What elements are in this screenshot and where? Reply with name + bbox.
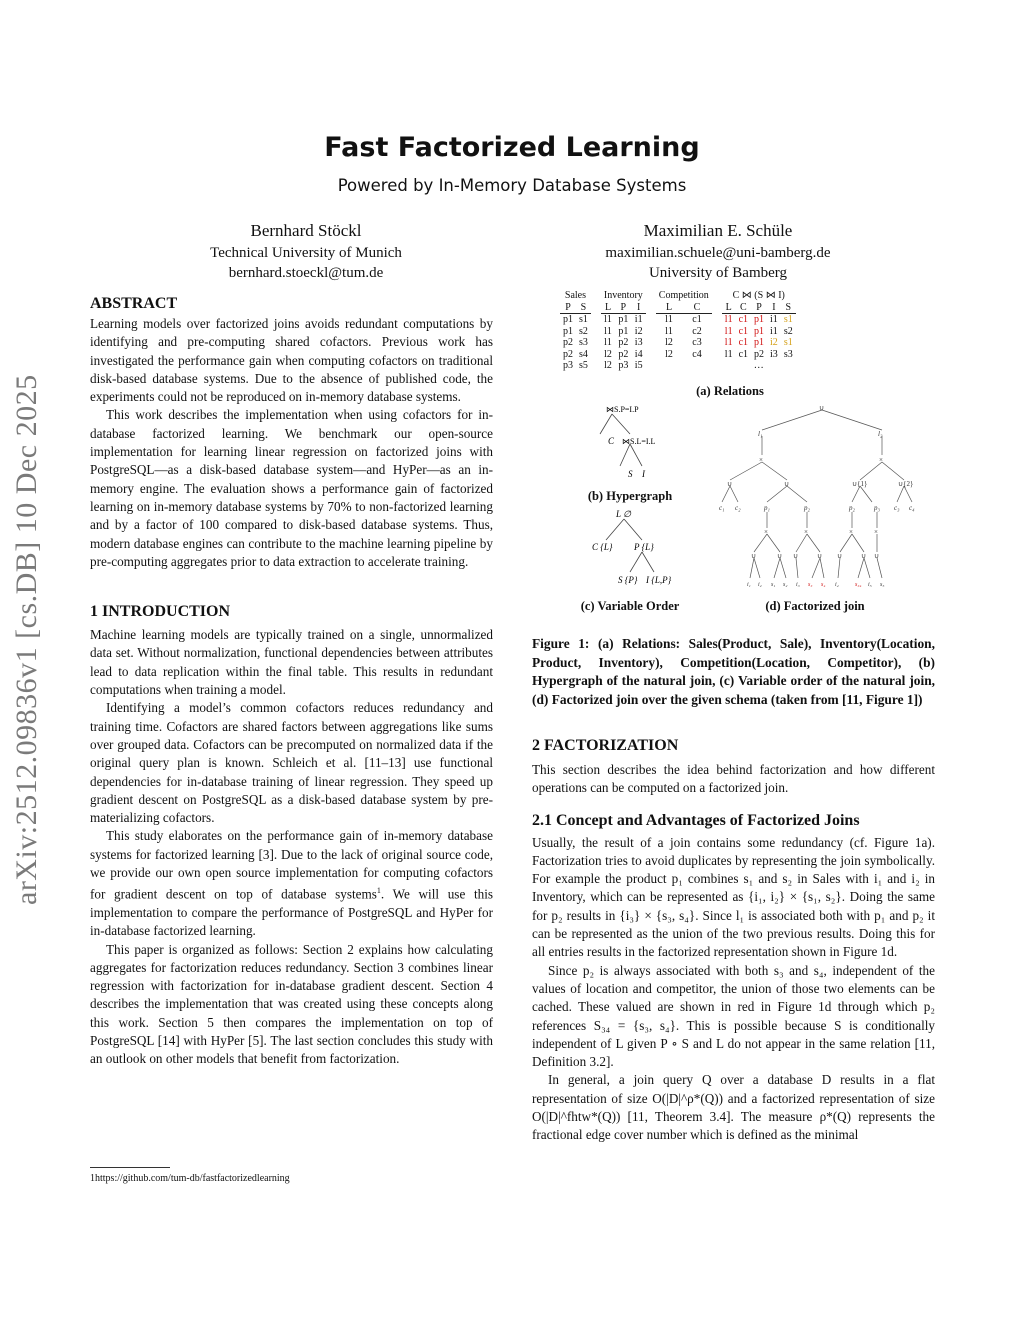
intro-paragraph: Machine learning models are typically trained on a single, unnormalized data set. Without normalization, functional dependencies between attributes lead to data replication within the final table. This results in redundant computations when training a model. bbox=[90, 627, 493, 698]
figure-caption-text: (a) Relations: Sales(Product, Sale), Inventory(Location, Product, Inventory), Competition(Location, Competitor), (b) Hypergraph of the natural join, (c) Variable order of the natural join, (d) Factorized join over the given schema (taken from [11, Figure 1]) bbox=[532, 636, 935, 707]
join-table bbox=[722, 290, 796, 372]
column-header: P bbox=[756, 301, 762, 313]
cell: l2 bbox=[604, 348, 612, 360]
competition-table bbox=[656, 290, 712, 360]
cell: c3 bbox=[692, 337, 702, 348]
cell: i4 bbox=[634, 348, 643, 360]
join-node-top: ⋈S.P=I.P bbox=[606, 405, 639, 414]
figure-relations bbox=[560, 290, 796, 372]
svg-text:×: × bbox=[764, 528, 768, 536]
cell: p1 bbox=[618, 325, 629, 337]
column-header: L bbox=[725, 301, 732, 313]
cell: c4 bbox=[692, 348, 702, 360]
svg-text:p₂: p₂ bbox=[804, 504, 810, 512]
cell: c1 bbox=[738, 314, 749, 325]
svg-text:s₂: s₂ bbox=[783, 582, 788, 588]
cell: i3 bbox=[770, 348, 778, 360]
author-affiliation: University of Bamberg bbox=[648, 265, 788, 281]
author-2 bbox=[558, 219, 878, 283]
cell: p1 bbox=[754, 337, 765, 348]
cell: c2 bbox=[692, 325, 702, 337]
cell: s4 bbox=[579, 348, 588, 360]
svg-text:∪: ∪ bbox=[777, 552, 783, 560]
vo-c: C {L} bbox=[592, 542, 613, 552]
cell: p1 bbox=[563, 325, 573, 337]
cell: i2 bbox=[770, 337, 778, 348]
vo-root: L ∅ bbox=[616, 509, 631, 519]
svg-text:s₃₄: s₃₄ bbox=[855, 582, 862, 588]
cell: p1 bbox=[618, 314, 629, 325]
author-1 bbox=[146, 219, 466, 283]
svg-text:∪: ∪ bbox=[793, 552, 799, 560]
factorization-paragraph: Since p₂ is always associated with both s₃ and s₄, independent of the values of location and competitor, the union of those two elements can be cached. These valued are shown in red in Figure 1d through which p₂ references S₃₄ = {s₃, s₄}. This is possible because S is conditionally independent of L given P ∘ S and L do not appear in the same relation [11, Definition 3.2]. bbox=[532, 962, 935, 1070]
cell: i3 bbox=[634, 337, 643, 348]
cell: l2 bbox=[665, 348, 673, 360]
cell: p2 bbox=[563, 348, 573, 360]
cell: i5 bbox=[634, 360, 643, 371]
svg-text:l₂: l₂ bbox=[878, 430, 883, 438]
subsection-heading: 2.1 Concept and Advantages of Factorized Joins bbox=[532, 811, 860, 829]
intro-heading: 1 INTRODUCTION bbox=[90, 603, 231, 621]
cell: l1 bbox=[604, 325, 612, 337]
join-node-mid: ⋈S.L=I.L bbox=[622, 437, 656, 446]
node-c: C bbox=[608, 436, 615, 446]
cell: c1 bbox=[738, 325, 749, 337]
cell: s3 bbox=[783, 348, 793, 360]
cell: c1 bbox=[692, 314, 702, 325]
cell: s5 bbox=[579, 360, 588, 371]
factorization-heading: 2 FACTORIZATION bbox=[532, 737, 679, 754]
abstract-paragraph: Learning models over factorized joins avoids redundant computations by identifying and pre-computing shared cofactors. Previous work has investigated the performance gain when computing cofactors on traditional disk-based database systems. Due to the absence of published code, the experiments could not be reproduced on in-memory database systems. bbox=[90, 316, 493, 405]
factorization-paragraph: Usually, the result of a join contains some redundancy (cf. Figure 1a). Factorization tries to avoid duplicates by representing the join symbolically. For example the product p₁ combines s₁ and s₂ in Sales with i₁ and i₂ in Inventory, which can be represented as {i₁, i₂} × {s₁, s₂}. Doing the same for p₂ results in {i₃} × {s₃, s₄}. Since l₁ is associated both with p₁ and p₂ it can be represented as the union of the two previous results. Doing this for all entries results in the factorized representation shown in Figure 1d. bbox=[532, 834, 935, 960]
cell: p2 bbox=[563, 337, 573, 348]
svg-text:s₁: s₁ bbox=[771, 582, 776, 588]
footnote[interactable]: 1https://github.com/tum-db/fastfactorizedlearning bbox=[90, 1173, 290, 1184]
author-email: bernhard.stoeckl@tum.de bbox=[228, 265, 384, 281]
author-affiliation: Technical University of Munich bbox=[210, 245, 402, 261]
svg-text:i₁: i₁ bbox=[747, 582, 751, 588]
factorization-paragraph: In general, a join query Q over a database D results in a flat representation of size O(|D|^ρ*(Q)) and a factorized representation of size O(|D|^fhtw*(Q)) [11, Theorem 3.4]. The measure ρ*(Q) represents the fractional edge cover number which is defined as the minimal bbox=[532, 1072, 935, 1143]
cell: l1 bbox=[724, 337, 733, 348]
figure-caption-label: Figure 1: bbox=[532, 636, 590, 651]
variable-order-diagram bbox=[580, 506, 690, 596]
node-s: S bbox=[628, 469, 633, 479]
svg-text:c₄: c₄ bbox=[909, 504, 915, 512]
column-header: P bbox=[620, 301, 627, 313]
cell: s1 bbox=[783, 314, 793, 325]
cell: l1 bbox=[665, 325, 673, 337]
vo-p: P {L} bbox=[634, 542, 654, 552]
svg-text:i₅: i₅ bbox=[868, 582, 872, 588]
intro-text: . We will use this implementation to compare the performance of PostgreSQL and HyPer for in-database factorized learning. bbox=[90, 886, 494, 939]
intro-paragraph bbox=[90, 827, 493, 940]
cell: i1 bbox=[770, 314, 778, 325]
cell: p1 bbox=[754, 325, 765, 337]
intro-text: This study elaborates on the performance gain of in-memory database systems for factorized learning [3]. Due to the lack of original source code, we provide our own open source implementation for computing cofactors for gradient descent on top of database systems bbox=[90, 828, 493, 902]
svg-text:p₂: p₂ bbox=[849, 504, 855, 512]
cell: s3 bbox=[579, 337, 588, 348]
cell: i1 bbox=[634, 314, 643, 325]
svg-text:∪{1}: ∪{1} bbox=[852, 480, 868, 488]
caption-d: (d) Factorized join bbox=[765, 599, 865, 613]
column-header: S bbox=[580, 301, 587, 313]
inventory-table bbox=[601, 290, 646, 372]
svg-text:∪: ∪ bbox=[819, 404, 825, 412]
svg-text:∪: ∪ bbox=[727, 480, 733, 488]
cell: s2 bbox=[783, 325, 793, 337]
intro-paragraph: Identifying a model’s common cofactors reduces redundancy and training time. Cofactors are shared factors between aggregations like sums over grouped data. Cofactors can be precomputed on normalized data if the original query plan is known. Schleich et al. [11–13] use functional dependencies for in-database training of linear regression. They speed up gradient descent on PostgreSQL as a disk-based database system by pre-materializing cofactors. bbox=[90, 700, 493, 826]
table-title: Sales bbox=[564, 290, 586, 301]
factorization-paragraph: This section describes the idea behind factorization and how different operations can be computed on a factorized join. bbox=[532, 762, 935, 796]
svg-text:l₁: l₁ bbox=[758, 430, 763, 438]
svg-text:∪: ∪ bbox=[874, 552, 880, 560]
cell: s1 bbox=[783, 337, 793, 348]
sales-table bbox=[560, 290, 591, 372]
svg-text:×: × bbox=[849, 528, 853, 536]
svg-text:s₄: s₄ bbox=[821, 582, 826, 588]
abstract-paragraph: This work describes the implementation when using cofactors for in-database factorized learning. We benchmark our open-source implementation for learning linear regression on factorized joins with PostgreSQL—as a disk-based database system—and HyPer—as an in-memory engine. The evaluation shows a performance gain of factorized learning on in-memory database systems by 70% to non-factorized learning and by a factor of 100 compared to disk-based database systems. Thus, modern database engines can contribute to the machine learning pipeline by pre-computing aggregates prior to data extraction to accelerate training. bbox=[90, 407, 493, 569]
node-i: I bbox=[642, 469, 645, 479]
ellipsis: … bbox=[753, 360, 764, 371]
svg-text:c₁: c₁ bbox=[719, 504, 725, 512]
column-header: I bbox=[637, 301, 641, 313]
author-name: Bernhard Stöckl bbox=[250, 221, 362, 240]
caption-a: (a) Relations bbox=[696, 384, 764, 398]
author-name: Maximilian E. Schüle bbox=[643, 221, 793, 240]
cell: p2 bbox=[618, 348, 629, 360]
cell: l2 bbox=[604, 360, 612, 371]
svg-text:∪: ∪ bbox=[751, 552, 757, 560]
svg-text:p₃: p₃ bbox=[874, 504, 880, 512]
intro-paragraph: This paper is organized as follows: Section 2 explains how calculating aggregates for factorization reduces redundancy. Section 3 combines linear regression with factorization for in-database gradient descent. Section 4 describes the implementation that was created using these concepts along this work. Section 5 then compares the implementation on top of PostgreSQL [14] with HyPer [5]. The last section concludes this study with an outlook on other models that benefit from factorization. bbox=[90, 941, 493, 1067]
figure-caption bbox=[532, 635, 935, 709]
svg-text:p₁: p₁ bbox=[764, 504, 770, 512]
cell: l1 bbox=[724, 348, 733, 360]
footnote-rule bbox=[90, 1167, 170, 1168]
author-email: maximilian.schuele@uni-bamberg.de bbox=[605, 245, 831, 261]
svg-text:∪: ∪ bbox=[861, 552, 867, 560]
cell: p2 bbox=[754, 348, 765, 360]
column-header: C bbox=[693, 301, 701, 313]
vo-i: I {L,P} bbox=[646, 575, 672, 585]
cell: l1 bbox=[604, 314, 612, 325]
cell: l1 bbox=[665, 314, 673, 325]
caption-c: (c) Variable Order bbox=[580, 599, 680, 613]
column-header: I bbox=[772, 301, 776, 313]
column-header: C bbox=[739, 301, 747, 313]
column-header: L bbox=[604, 301, 612, 313]
svg-text:s₅: s₅ bbox=[880, 582, 885, 588]
table-title: C ⋈ (S ⋈ I) bbox=[732, 290, 785, 301]
cell: p1 bbox=[563, 314, 573, 325]
svg-text:i₄: i₄ bbox=[835, 582, 839, 588]
footnote-marker[interactable]: 1 bbox=[376, 886, 381, 896]
svg-text:×: × bbox=[804, 528, 808, 536]
cell: p3 bbox=[563, 360, 573, 371]
cell: p1 bbox=[754, 314, 765, 325]
cell: p2 bbox=[618, 337, 629, 348]
cell: l1 bbox=[724, 325, 733, 337]
svg-text:c₂: c₂ bbox=[735, 504, 741, 512]
svg-text:i₂: i₂ bbox=[758, 582, 762, 588]
column-header: P bbox=[565, 301, 571, 313]
svg-text:×: × bbox=[759, 456, 763, 464]
arxiv-identifier: arXiv:2512.09836v1 [cs.DB] 10 Dec 2025 bbox=[10, 374, 43, 905]
svg-text:×: × bbox=[874, 528, 878, 536]
cell: l2 bbox=[665, 337, 673, 348]
cell: s1 bbox=[579, 314, 588, 325]
hypergraph-diagram bbox=[580, 400, 710, 490]
paper-title: Fast Factorized Learning bbox=[324, 132, 700, 163]
column-header: L bbox=[665, 301, 673, 313]
cell: l1 bbox=[724, 314, 733, 325]
svg-text:∪: ∪ bbox=[837, 552, 843, 560]
cell: i1 bbox=[770, 325, 778, 337]
svg-text:c₃: c₃ bbox=[894, 504, 900, 512]
vo-s: S {P} bbox=[618, 575, 638, 585]
cell: c1 bbox=[738, 337, 749, 348]
svg-text:i₃: i₃ bbox=[796, 582, 800, 588]
svg-text:∪: ∪ bbox=[784, 480, 790, 488]
right-column bbox=[532, 635, 935, 1145]
svg-text:×: × bbox=[879, 456, 883, 464]
table-title: Competition bbox=[658, 290, 709, 301]
column-header: S bbox=[785, 301, 792, 313]
caption-b: (b) Hypergraph bbox=[587, 489, 673, 503]
cell: l1 bbox=[604, 337, 612, 348]
left-column bbox=[90, 293, 493, 1069]
cell: s2 bbox=[579, 325, 588, 337]
svg-text:s₃: s₃ bbox=[808, 582, 813, 588]
cell: p3 bbox=[618, 360, 629, 371]
svg-text:∪: ∪ bbox=[817, 552, 823, 560]
table-title: Inventory bbox=[603, 290, 643, 301]
factorized-join-tree bbox=[712, 400, 942, 595]
cell: i2 bbox=[634, 325, 643, 337]
abstract-heading: ABSTRACT bbox=[90, 295, 178, 312]
cell: c1 bbox=[738, 348, 749, 360]
svg-text:∪{2}: ∪{2} bbox=[898, 480, 914, 488]
paper-subtitle: Powered by In-Memory Database Systems bbox=[337, 176, 687, 195]
